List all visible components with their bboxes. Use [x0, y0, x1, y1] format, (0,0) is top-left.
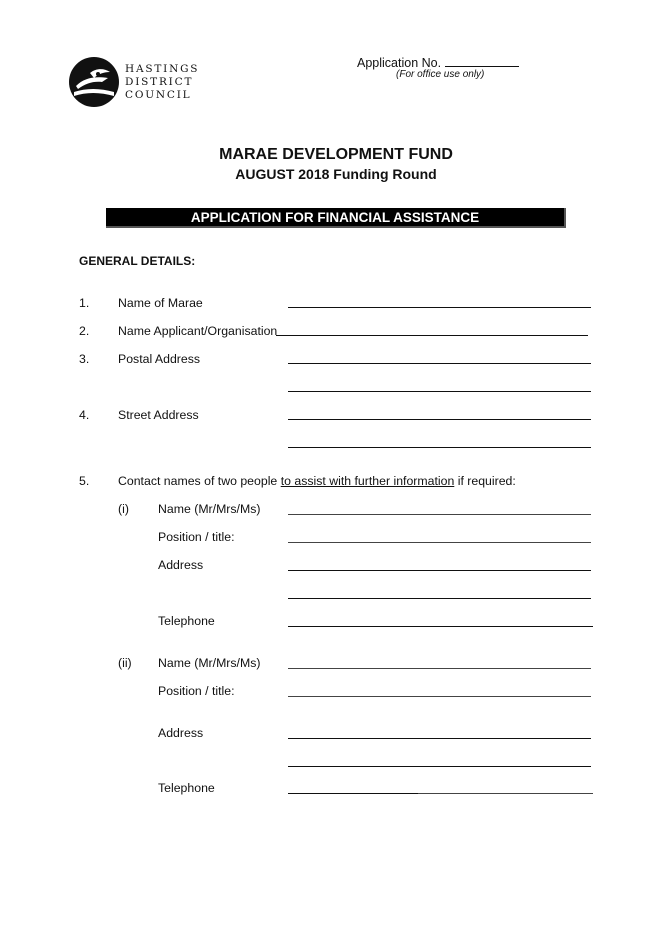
street-address-field-1[interactable]	[288, 419, 591, 420]
postal-address-field-1[interactable]	[288, 363, 591, 364]
contacts-instruction	[118, 474, 516, 488]
application-number-field[interactable]	[445, 54, 519, 67]
page-title: MARAE DEVELOPMENT FUND	[219, 146, 453, 163]
contacts-instruction-prefix: Contact names of two people	[118, 474, 281, 488]
logo-line-2: DISTRICT	[125, 76, 194, 88]
logo-line-3: COUNCIL	[125, 89, 192, 101]
application-number	[357, 54, 519, 70]
logo-line-1: HASTINGS	[125, 63, 200, 75]
applicant-name-field[interactable]	[276, 335, 588, 336]
page-subtitle: AUGUST 2018 Funding Round	[235, 166, 437, 182]
street-address-field-2[interactable]	[288, 447, 591, 448]
office-use-note: (For office use only)	[396, 69, 485, 80]
contact-2-address-field-2[interactable]	[288, 766, 591, 767]
council-logo	[68, 56, 198, 112]
contact-1-roman: (i)	[118, 502, 129, 516]
contact-2-roman: (ii)	[118, 656, 132, 670]
section-heading: GENERAL DETAILS:	[79, 254, 196, 268]
postal-address-field-2[interactable]	[288, 391, 591, 392]
contact-2-address-field-1[interactable]	[288, 738, 591, 739]
contact-2-telephone-field[interactable]	[288, 793, 418, 794]
item-number: 5.	[79, 474, 90, 488]
contact-1-telephone-label: Telephone	[158, 614, 215, 628]
marae-name-field[interactable]	[288, 307, 591, 308]
contact-2-name-field[interactable]	[288, 668, 591, 669]
contact-1-telephone-field[interactable]	[288, 626, 593, 627]
contact-1-address-field-1[interactable]	[288, 570, 591, 571]
street-address-label: Street Address	[118, 408, 199, 422]
contact-1-address-field-2[interactable]	[288, 598, 591, 599]
contact-2-telephone-field-extension[interactable]	[418, 793, 593, 794]
contact-2-position-label: Position / title:	[158, 684, 235, 698]
council-logo-emblem-icon	[68, 56, 120, 108]
contacts-instruction-suffix: if required:	[454, 474, 516, 488]
item-number: 1.	[79, 296, 90, 310]
contact-2-telephone-label: Telephone	[158, 781, 215, 795]
contact-2-position-field[interactable]	[288, 696, 591, 697]
item-number: 3.	[79, 352, 90, 366]
contact-1-position-label: Position / title:	[158, 530, 235, 544]
contact-2-address-label: Address	[158, 726, 204, 740]
item-number: 2.	[79, 324, 90, 338]
item-number: 4.	[79, 408, 90, 422]
contact-1-position-field[interactable]	[288, 542, 591, 543]
contact-1-name-label: Name (Mr/Mrs/Ms)	[158, 502, 261, 516]
council-logo-text	[125, 63, 199, 102]
contacts-instruction-underlined: to assist with further information	[280, 474, 455, 488]
application-number-label: Application No.	[357, 56, 442, 70]
contact-1-address-label: Address	[158, 558, 204, 572]
contact-2-name-label: Name (Mr/Mrs/Ms)	[158, 656, 261, 670]
marae-name-label: Name of Marae	[118, 296, 203, 310]
contact-1-name-field[interactable]	[288, 514, 591, 515]
applicant-name-label: Name Applicant/Organisation	[118, 324, 278, 338]
postal-address-label: Postal Address	[118, 352, 201, 366]
form-banner: APPLICATION FOR FINANCIAL ASSISTANCE	[106, 208, 566, 228]
